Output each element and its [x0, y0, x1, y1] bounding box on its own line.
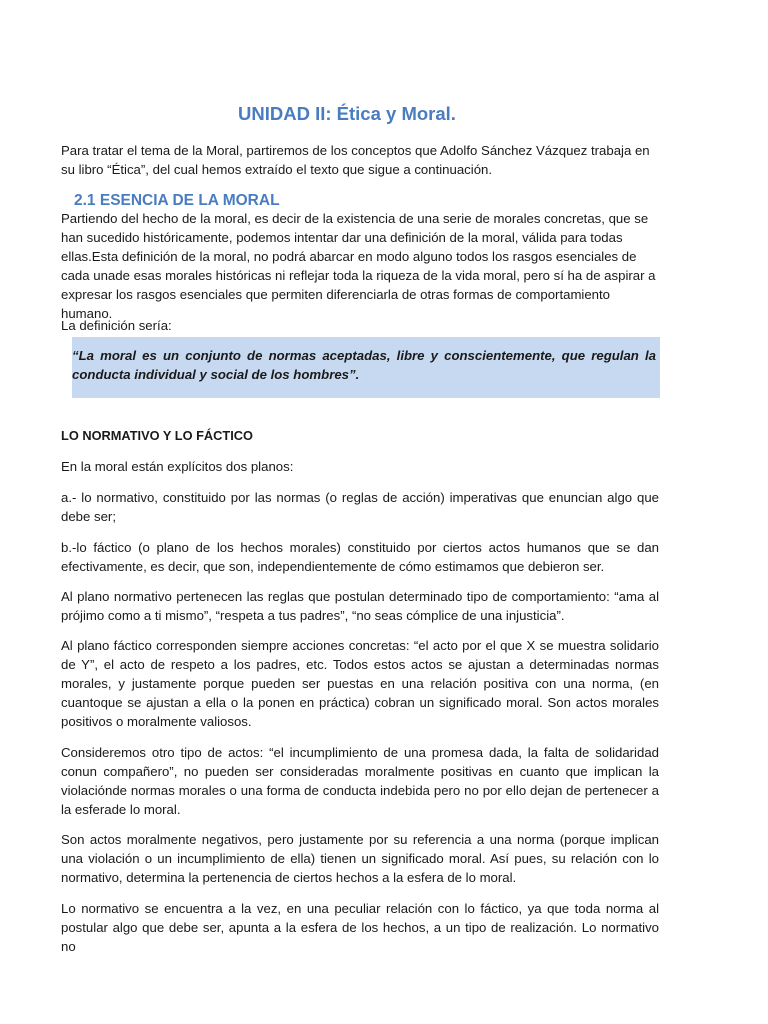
paragraph: En la moral están explícitos dos planos: [61, 459, 294, 474]
definition-quote-box [72, 337, 660, 398]
intro-paragraph: Para tratar el tema de la Moral, partiremos de los conceptos que Adolfo Sánchez Vázquez trabaja en su libro “Ética”, del cual hemos extraído el texto que sigue a continuación. [61, 143, 650, 177]
paragraph: Al plano fáctico corresponden siempre acciones concretas: “el acto por el que X se muestra solidario de Y”, el acto de respeto a los padres, etc. Todos estos actos se ajustan a determinadas normas morales, y justamente porque pueden ser puestas en una relación positiva con una norma, (en cuantoque se ajustan a ella o la ponen en práctica) cobran un significado moral. Son actos morales positivos o moralmente valiosos. [61, 638, 659, 729]
section-heading: 2.1 ESENCIA DE LA MORAL [74, 192, 280, 209]
paragraph: a.- lo normativo, constituido por las normas (o reglas de acción) imperativas que enuncian algo que debe ser; [61, 490, 659, 524]
paragraph: Lo normativo se encuentra a la vez, en una peculiar relación con lo fáctico, ya que toda norma al postular algo que debe ser, apunta a la esfera de los hechos, a un tipo de realización. Lo normativo no [61, 901, 659, 954]
subheading: LO NORMATIVO Y LO FÁCTICO [61, 428, 253, 443]
definition-quote: “La moral es un conjunto de normas aceptadas, libre y conscientemente, que regulan la conducta individual y social de los hombres”. [72, 348, 656, 382]
document-title: UNIDAD II: Ética y Moral. [238, 103, 456, 124]
paragraph: b.-lo fáctico (o plano de los hechos morales) constituido por ciertos actos humanos que se dan efectivamente, es decir, que son, independientemente de cómo estimamos que debieron ser. [61, 540, 659, 574]
section-paragraph: Partiendo del hecho de la moral, es decir de la existencia de una serie de morales concretas, que se han sucedido históricamente, podemos intentar dar una definición de la moral, válida para todas ellas.Esta definición de la moral, no podrá abarcar en modo alguno todos los rasgos esenciales de cada unade esas morales históricas ni reflejar toda la riqueza de la vida moral, pero sí ha de aspirar a expresar los rasgos esenciales que permiten diferenciarla de otras formas de comportamiento humano. [61, 211, 656, 321]
paragraph: Son actos moralmente negativos, pero justamente por su referencia a una norma (porque implican una violación o un incumplimiento de ella) tienen un significado moral. Así pues, su relación con lo normativo, determina la pertenencia de ciertos hechos a la esfera de lo moral. [61, 832, 659, 885]
paragraph: Al plano normativo pertenecen las reglas que postulan determinado tipo de comportamiento: “ama al prójimo como a ti mismo”, “respeta a tus padres”, “no seas cómplice de una injusticia”. [61, 589, 659, 623]
paragraph: Consideremos otro tipo de actos: “el incumplimiento de una promesa dada, la falta de solidaridad conun compañero”, no pueden ser consideradas moralmente positivas en cuanto que implican la violaciónde normas morales o una forma de conducta indebida pero no por ello dejan de pertenecer a la esferade lo moral. [61, 745, 659, 817]
definition-intro: La definición sería: [61, 318, 172, 333]
